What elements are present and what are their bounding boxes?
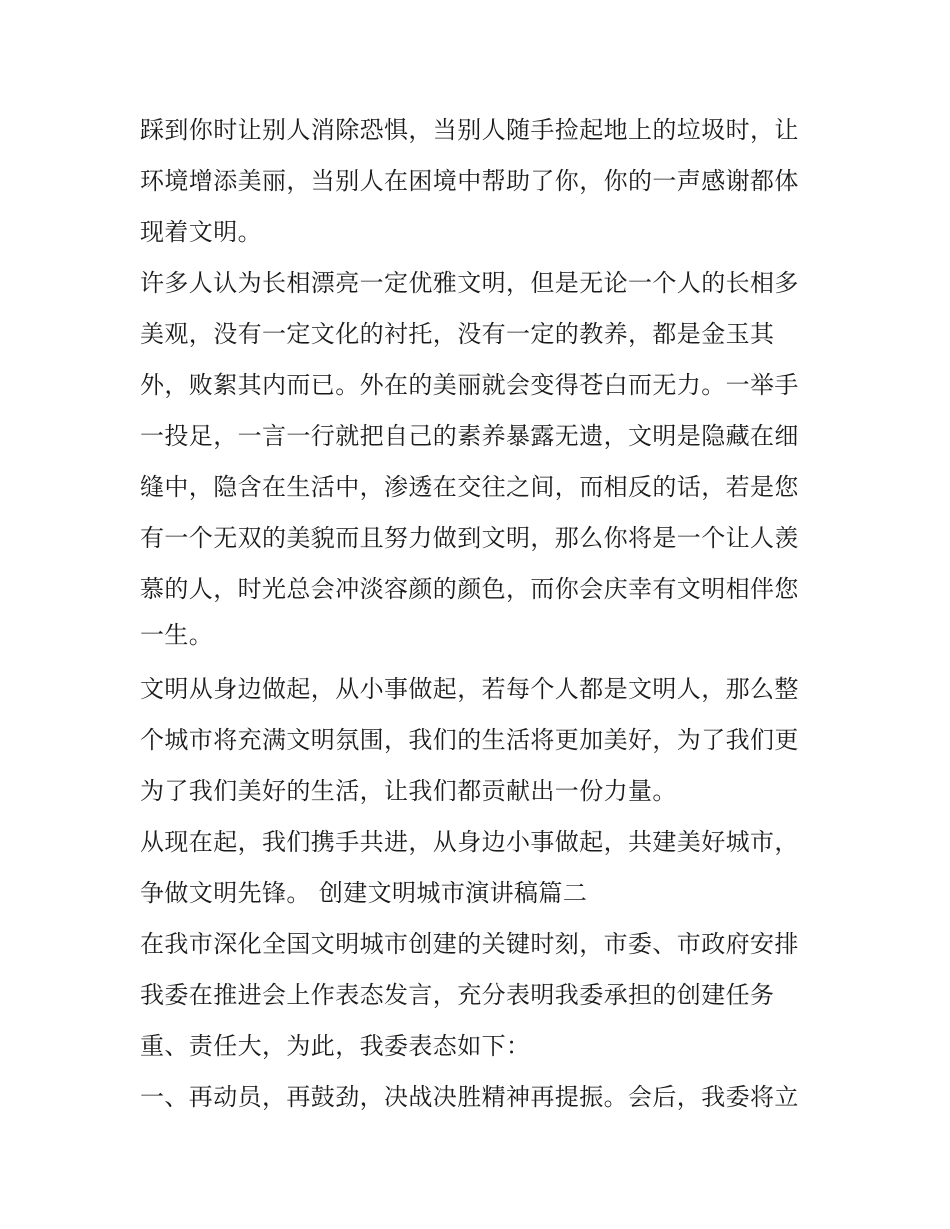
text-line: 美观，没有一定文化的衬托，没有一定的教养，都是金玉其 bbox=[140, 320, 775, 348]
text-line: 我委在推进会上作表态发言，充分表明我委承担的创建任务 bbox=[140, 981, 775, 1009]
text-line: 一生。 bbox=[140, 621, 214, 649]
text-line: 慕的人，时光总会冲淡容颜的颜色，而你会庆幸有文明相伴您 bbox=[140, 575, 799, 603]
text-line: 外，败絮其内而已。外在的美丽就会变得苍白而无力。一举手 bbox=[140, 371, 799, 399]
text-line: 文明从身边做起，从小事做起，若每个人都是文明人，那么整 bbox=[140, 675, 799, 703]
text-line: 许多人认为长相漂亮一定优雅文明，但是无论一个人的长相多 bbox=[140, 269, 799, 297]
text-line: 一投足，一言一行就把自己的素养暴露无遗，文明是隐藏在细 bbox=[140, 422, 799, 450]
text-line: 现着文明。 bbox=[140, 218, 262, 246]
text-line: 环境增添美丽，当别人在困境中帮助了你，你的一声感谢都体 bbox=[140, 167, 799, 195]
text-line: 缝中，隐含在生活中，渗透在交往之间，而相反的话，若是您 bbox=[140, 473, 799, 501]
text-line: 有一个无双的美貌而且努力做到文明，那么你将是一个让人羡 bbox=[140, 524, 799, 552]
text-line: 重、责任大，为此，我委表态如下： bbox=[140, 1032, 531, 1060]
text-line: 争做文明先锋。 创建文明城市演讲稿篇二 bbox=[140, 879, 588, 907]
text-line: 在我市深化全国文明城市创建的关键时刻，市委、市政府安排 bbox=[140, 930, 799, 958]
text-line: 为了我们美好的生活，让我们都贡献出一份力量。 bbox=[140, 777, 677, 805]
text-line: 个城市将充满文明氛围，我们的生活将更加美好，为了我们更 bbox=[140, 726, 799, 754]
text-line: 从现在起，我们携手共进，从身边小事做起，共建美好城市， bbox=[140, 828, 799, 856]
text-line: 踩到你时让别人消除恐惧，当别人随手捡起地上的垃圾时，让 bbox=[140, 116, 799, 144]
text-line: 一、再动员，再鼓劲，决战决胜精神再提振。会后，我委将立 bbox=[140, 1083, 799, 1111]
